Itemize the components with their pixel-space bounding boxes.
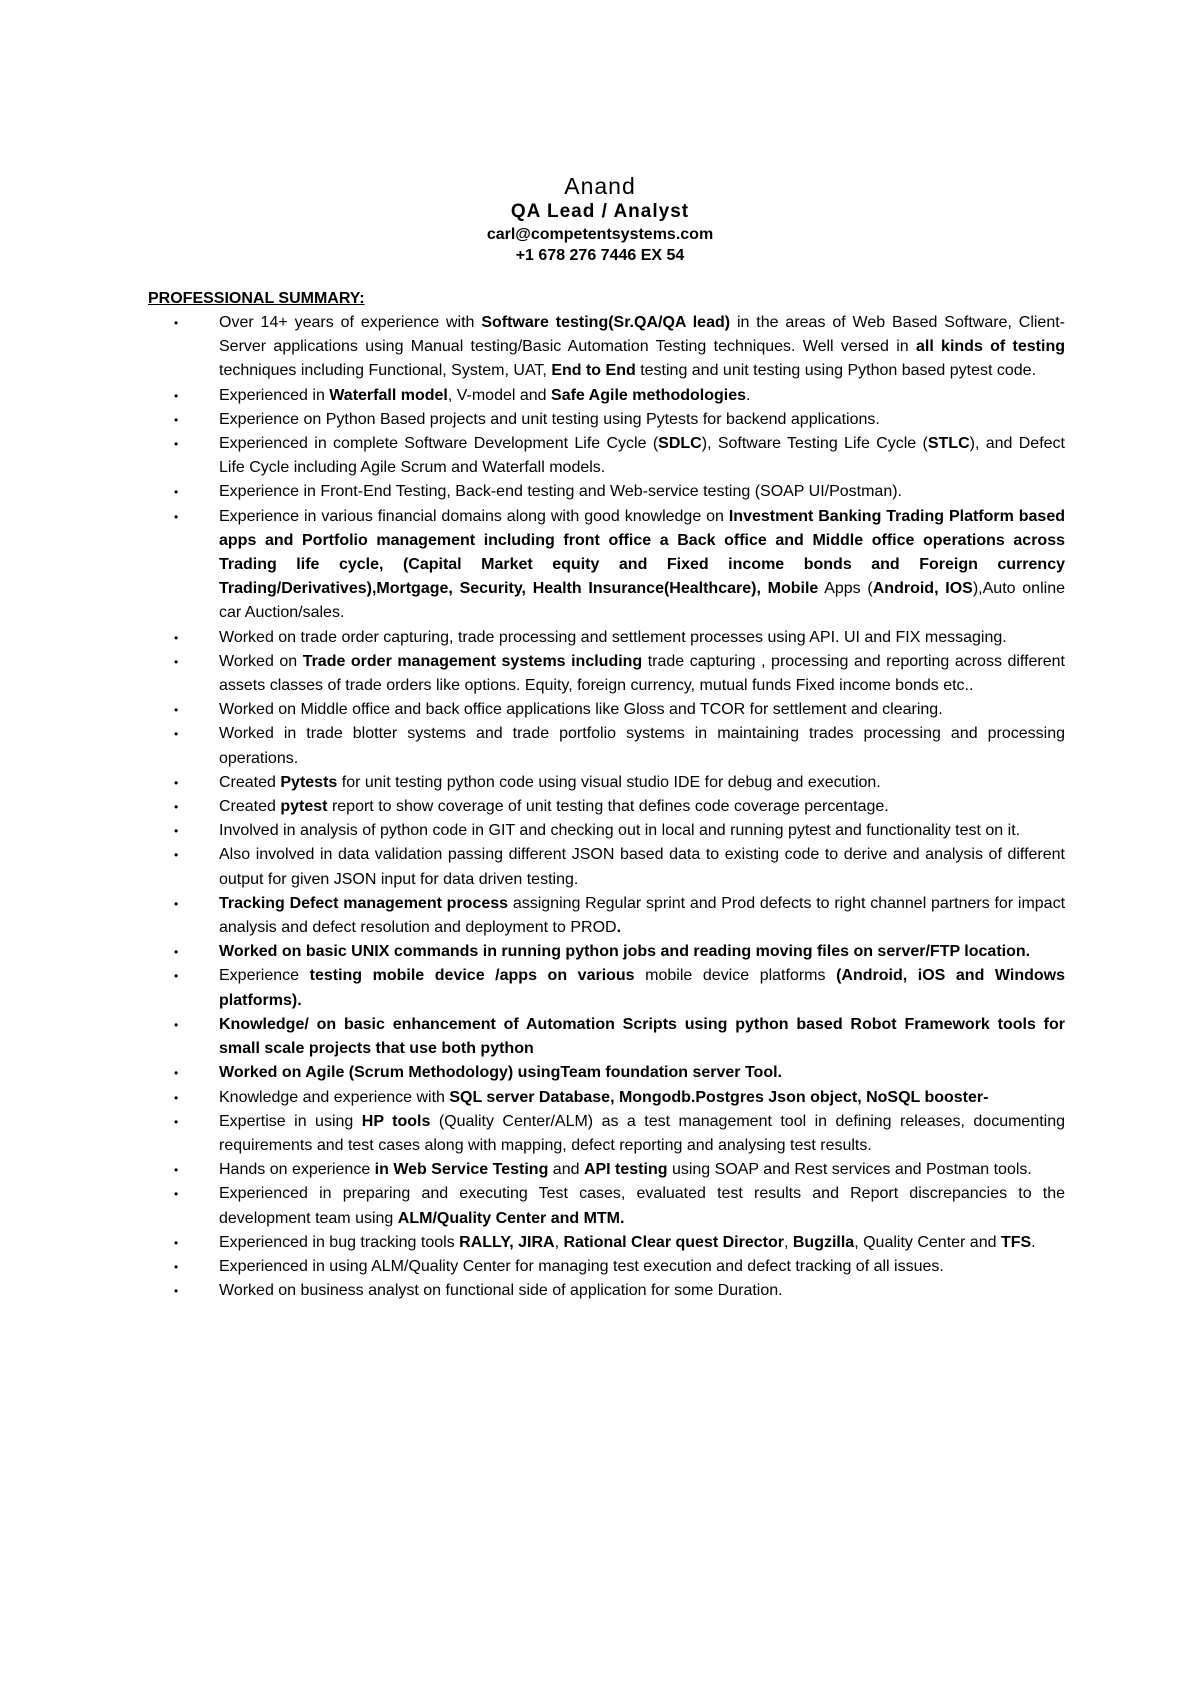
- text: Worked on Middle office and back office applications like Gloss and TCOR for settlement and clearing.: [219, 701, 943, 719]
- bullet-dot-icon: •: [174, 969, 179, 984]
- bold-text: Bugzilla: [792, 1233, 855, 1251]
- text: Experienced in preparing and executing Test cases, evaluated test results and Report discrepancies to the development team using: [219, 1185, 1065, 1227]
- text: Expertise in using: [219, 1112, 362, 1130]
- bold-text: RALLY, JIRA: [459, 1233, 555, 1251]
- text: Experienced in complete Software Development Life Cycle (: [219, 435, 659, 453]
- bold-text: Waterfall model: [329, 386, 448, 404]
- summary-bullet-item: [174, 1158, 1065, 1182]
- bullet-dot-icon: •: [174, 727, 179, 742]
- bold-text: SQL server Database, Mongodb.Postgres Json object, NoSQL booster-: [449, 1088, 989, 1106]
- text: in the areas of Web Based Software, Client-Server applications using Manual testing/Basic Automation Testing techniques. Well versed in: [219, 314, 1065, 356]
- text: , V-model and: [447, 386, 552, 404]
- bold-text: Investment Banking Trading Platform based apps and Portfolio management including front office a Back office and Middle office operations across Trading life cycle, (Capital Market equity and Fixed income bonds and Foreign currency Trading/Derivatives),Mortgage, Security, Health Insurance(Healthcare), Mobile: [219, 507, 1066, 598]
- resume-header: [0, 172, 1200, 266]
- candidate-title: QA Lead / Analyst: [510, 201, 690, 222]
- bullet-dot-icon: •: [174, 437, 179, 452]
- text: (Quality Center/ALM) as a test management tool in defining releases, documenting requirements and test cases along with mapping, defect reporting and analysing test results.: [219, 1112, 1066, 1154]
- bullet-dot-icon: •: [174, 1090, 179, 1105]
- bullet-dot-icon: •: [174, 485, 179, 500]
- bullet-dot-icon: •: [174, 654, 179, 669]
- text: ,: [783, 1233, 793, 1251]
- text: ), and Defect Life Cycle including Agile Scrum and Waterfall models.: [219, 435, 1065, 477]
- text: techniques including Functional, System, UAT,: [219, 362, 552, 380]
- bullet-dot-icon: •: [174, 412, 179, 427]
- bold-text: TFS: [1000, 1233, 1032, 1251]
- summary-bullet-item: [174, 480, 1065, 504]
- text: Created: [219, 773, 281, 791]
- bold-text: (Android, iOS and Windows platforms).: [219, 967, 1065, 1009]
- text: using SOAP and Rest services and Postman tools.: [667, 1161, 1032, 1179]
- bullet-dot-icon: •: [174, 1163, 179, 1178]
- summary-bullet-item: [174, 1182, 1065, 1230]
- bullet-dot-icon: •: [174, 1066, 179, 1081]
- bold-text: STLC: [927, 435, 970, 453]
- summary-bullet-item: [174, 1231, 1065, 1255]
- bold-text: all kinds of testing: [915, 338, 1065, 356]
- text: Hands on experience: [219, 1161, 375, 1179]
- summary-bullet-item: [174, 892, 1066, 940]
- bullet-dot-icon: •: [174, 703, 179, 718]
- bold-text: pytest: [280, 798, 328, 816]
- summary-list: [0, 311, 1200, 1303]
- text: trade capturing , processing and reporting across different assets classes of trade orders like options. Equity, foreign currency, mutual funds Fixed income bonds etc..: [219, 652, 1065, 695]
- email-address: carl@competentsystems.com: [486, 226, 714, 243]
- candidate-name: Anand: [564, 173, 636, 199]
- bold-text: ALM/Quality Center and MTM.: [397, 1209, 625, 1227]
- text: assigning Regular sprint and Prod defects to right channel partners for impact analysis and defect resolution and deployment to PROD: [219, 894, 1066, 937]
- bullet-dot-icon: •: [174, 945, 179, 960]
- bullet-dot-icon: •: [174, 316, 179, 330]
- text: , Quality Center and: [854, 1233, 1001, 1251]
- text: for unit testing python code using visual studio IDE for debug and execution.: [337, 773, 881, 791]
- bullet-dot-icon: •: [174, 824, 179, 839]
- summary-bullet-item: [174, 505, 1066, 626]
- summary-bullet-item: [174, 843, 1065, 891]
- bullet-dot-icon: •: [174, 630, 179, 645]
- bold-text: HP tools: [361, 1112, 431, 1130]
- bold-text: Pytests: [280, 773, 338, 791]
- bold-text: .: [616, 919, 622, 937]
- bullet-dot-icon: •: [174, 1284, 179, 1299]
- bullet-dot-icon: •: [174, 388, 179, 403]
- bullet-dot-icon: •: [174, 1187, 179, 1202]
- bold-text: Worked on Agile (Scrum Methodology) usingTeam foundation server Tool.: [219, 1064, 782, 1082]
- summary-bullet-item: [174, 311, 1065, 384]
- text: Experienced in bug tracking tools: [219, 1233, 460, 1251]
- summary-bullet-item: [174, 432, 1065, 480]
- text: and: [548, 1161, 584, 1179]
- text: testing and unit testing using Python based pytest code.: [635, 362, 1037, 380]
- bold-text: SDLC: [658, 435, 702, 453]
- bold-text: Software testing(Sr.QA/QA lead): [481, 314, 731, 331]
- text: Experience in Front-End Testing, Back-end testing and Web-service testing (SOAP UI/Postman).: [219, 483, 902, 501]
- text: Worked on: [219, 652, 303, 670]
- bullet-dot-icon: •: [174, 896, 179, 911]
- bold-text: Knowledge/ on basic enhancement of Automation Scripts using python based Robot Framework tools for small scale projects that use both python: [219, 1015, 1065, 1058]
- text: ),Auto online car Auction/sales.: [219, 580, 1065, 622]
- summary-bullet-item: [174, 1255, 1065, 1279]
- text: mobile device platforms: [634, 967, 837, 985]
- bullet-dot-icon: •: [174, 800, 179, 815]
- bold-text: Tracking Defect management process: [219, 894, 509, 912]
- summary-bullet-item: [174, 408, 1065, 432]
- text: Worked on business analyst on functional side of application for some Duration.: [219, 1282, 783, 1300]
- summary-bullet-item: [174, 698, 1065, 722]
- summary-bullet-item: [174, 1279, 1065, 1303]
- text: ), Software Testing Life Cycle (: [701, 435, 928, 453]
- bullet-dot-icon: •: [174, 848, 179, 863]
- summary-bullet-item: [174, 650, 1065, 698]
- text: ,: [554, 1233, 564, 1251]
- phone-number: +1 678 276 7446 EX 54: [515, 247, 685, 264]
- text: Experienced in: [219, 386, 330, 404]
- bullet-dot-icon: •: [174, 775, 179, 790]
- bold-text: Rational Clear quest Director: [563, 1233, 784, 1251]
- bold-text: Trade order management systems including: [302, 652, 643, 670]
- bold-text: Safe Agile methodologies: [551, 386, 747, 404]
- summary-bullet-item: [174, 1061, 1065, 1085]
- summary-bullet-item: [174, 1013, 1065, 1061]
- summary-bullet-item: [174, 384, 1065, 408]
- text: Knowledge and experience with: [219, 1088, 450, 1106]
- bold-text: Android, IOS: [872, 580, 973, 598]
- section-title-professional-summary: PROFESSIONAL SUMMARY:: [148, 290, 365, 307]
- text: Experienced in using ALM/Quality Center for managing test execution and defect tracking of all issues.: [219, 1257, 944, 1275]
- bullet-dot-icon: •: [174, 1017, 179, 1032]
- bold-text: testing mobile device /apps on various: [309, 967, 635, 985]
- text: Also involved in data validation passing different JSON based data to existing code to derive and analysis of different output for given JSON input for data driven testing.: [219, 846, 1065, 888]
- text: Created: [219, 798, 281, 816]
- bullet-dot-icon: •: [174, 1114, 179, 1129]
- text: Experience on Python Based projects and unit testing using Pytests for backend applications.: [219, 410, 880, 428]
- summary-bullet-item: [174, 1110, 1066, 1158]
- bold-text: API testing: [583, 1161, 668, 1179]
- text: Over 14+ years of experience with: [219, 314, 482, 331]
- text: .: [1031, 1233, 1036, 1251]
- text: Experience in various financial domains along with good knowledge on: [219, 507, 729, 525]
- text: Involved in analysis of python code in GIT and checking out in local and running pytest and functionality test on it.: [219, 822, 1021, 840]
- text: Worked on trade order capturing, trade processing and settlement processes using API. UI and FIX messaging.: [219, 628, 1007, 646]
- bullet-dot-icon: •: [174, 1259, 179, 1274]
- summary-bullet-item: [174, 1086, 1065, 1110]
- text: .: [746, 386, 751, 404]
- bold-text: Worked on basic UNIX commands in running python jobs and reading moving files on server/FTP location.: [219, 943, 1031, 961]
- text: Apps (: [818, 580, 873, 598]
- text: Worked in trade blotter systems and trade portfolio systems in maintaining trades processing and processing operations.: [219, 725, 1065, 767]
- bullet-dot-icon: •: [174, 1235, 179, 1250]
- summary-bullet-item: [174, 795, 1065, 819]
- bold-text: End to End: [551, 362, 636, 380]
- summary-bullet-item: [174, 626, 1065, 650]
- summary-bullet-item: [174, 940, 1065, 964]
- bold-text: in Web Service Testing: [374, 1161, 549, 1179]
- text: report to show coverage of unit testing that defines code coverage percentage.: [327, 798, 889, 816]
- summary-bullet-item: [174, 819, 1065, 843]
- summary-bullet-item: [174, 964, 1065, 1012]
- bullet-dot-icon: •: [174, 509, 179, 524]
- summary-bullet-item: [174, 771, 1065, 795]
- text: Experience: [219, 967, 310, 985]
- summary-bullet-item: [174, 722, 1065, 770]
